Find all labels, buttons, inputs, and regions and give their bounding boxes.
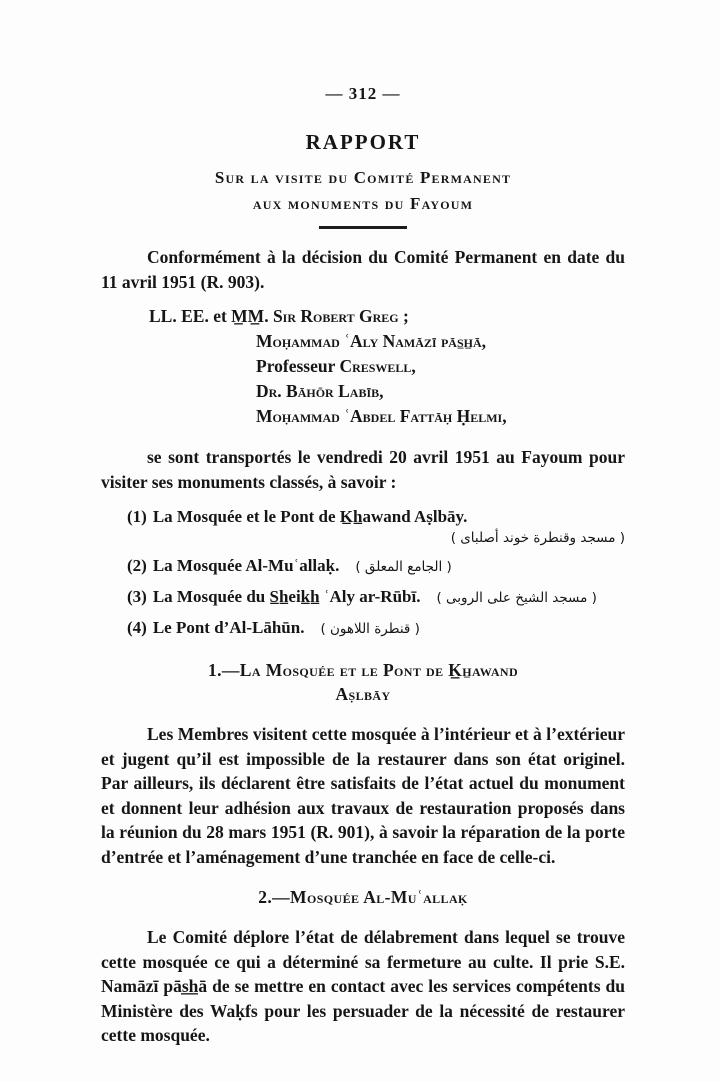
section-2-body: Le Comité déplore l’état de délabrement dans lequel se trouve cette mosquée ce qui a déterminé sa fermeture au culte. Il prie S.E. Namāzī pās̲h̲ā de se mettre en contact avec les services compétents du Ministère des Waḳfs pour les persuader de la nécessité de restaurer cette mosquée. <box>101 927 625 1045</box>
monument-text: La Mosquée Al-Muʿallaḳ. <box>152 556 340 575</box>
attendee-name-text: Creswell, <box>339 356 416 376</box>
monument-item <box>127 553 625 580</box>
report-subtitle-line1: Sur la visite du Comité Permanent <box>214 168 512 187</box>
attendee-name-text: Dr. Bāhōr Labīb, <box>256 381 384 401</box>
page-number: — 312 — <box>325 84 401 103</box>
monument-arabic: ( مسجد الشيخ على الروبى ) <box>436 590 597 606</box>
divider-rule <box>319 226 407 229</box>
section-1-heading <box>101 658 625 706</box>
monument-text: Le Pont d’Al-Lāhūn. <box>152 618 305 637</box>
monument-number: (1) <box>127 507 147 526</box>
section-1-heading-line1: 1.—La Mosquée et le Pont de K̲h̲awand <box>207 660 519 680</box>
attendee-name <box>256 404 625 429</box>
attendees-lead-line <box>149 304 625 329</box>
attendee-name <box>256 379 625 404</box>
monument-arabic: ( الجامع المعلق ) <box>355 559 452 575</box>
attendees-name-list <box>256 329 625 429</box>
attendees-lead-name: Sir Robert Greg ; <box>272 306 409 326</box>
monument-number: (4) <box>127 618 147 637</box>
attendee-name-text: Moḥammad ʿAbdel Fattāḥ Ḥelmi, <box>256 406 507 426</box>
section-1-body: Les Membres visitent cette mosquée à l’intérieur et à l’extérieur et jugent qu’il est impossible de la restaurer dans son état originel. Par ailleurs, ils déclarent être satisfaits de l’état actuel du monument et donnent leur adhésion aux travaux de restauration proposés dans la réunion du 28 mars 1951 (R. 901), à savoir la réparation de la porte d’entrée et l’aménagement d’une tranchée en face de celle-ci. <box>101 724 625 867</box>
report-subtitle-line2: aux monuments du Fayoum <box>252 194 474 213</box>
attendee-prefix: Professeur <box>256 356 340 376</box>
attendee-name <box>256 329 625 354</box>
attendees-lead-prefix: LL. EE. et M̲M̲. <box>149 306 273 326</box>
monument-arabic: ( قنطرة اللاهون ) <box>320 621 420 637</box>
monument-text: La Mosquée et le Pont de K̲h̲awand Aṣlbāy. <box>152 507 468 526</box>
attendee-name-text: Moḥammad ʿAly Namāzī pās̲h̲ā, <box>256 331 487 351</box>
monument-item <box>127 504 625 529</box>
section-2-heading <box>101 885 625 909</box>
monument-item <box>127 615 625 642</box>
monument-item <box>127 584 625 611</box>
attendee-name <box>256 354 625 379</box>
report-title: RAPPORT <box>305 130 421 154</box>
monument-number: (2) <box>127 556 147 575</box>
monument-list <box>127 504 625 642</box>
monument-number: (3) <box>127 587 147 606</box>
section-2-heading-line1: 2.—Mosquée Al-Muʿallaḳ <box>258 887 468 907</box>
transport-paragraph: se sont transportés le vendredi 20 avril 1951 au Fayoum pour visiter ses monuments classés, à savoir : <box>101 447 625 492</box>
monument-arabic: ( مسجد وقنطرة خوند أصلباى ) <box>450 530 625 546</box>
monument-text: La Mosquée du S̲h̲eik̲h̲ ʿAly ar-Rūbī. <box>152 587 421 606</box>
intro-paragraph: Conformément à la décision du Comité Permanent en date du 11 avril 1951 (R. 903). <box>101 247 625 292</box>
section-1-heading-line2: Aṣlbāy <box>335 684 391 704</box>
